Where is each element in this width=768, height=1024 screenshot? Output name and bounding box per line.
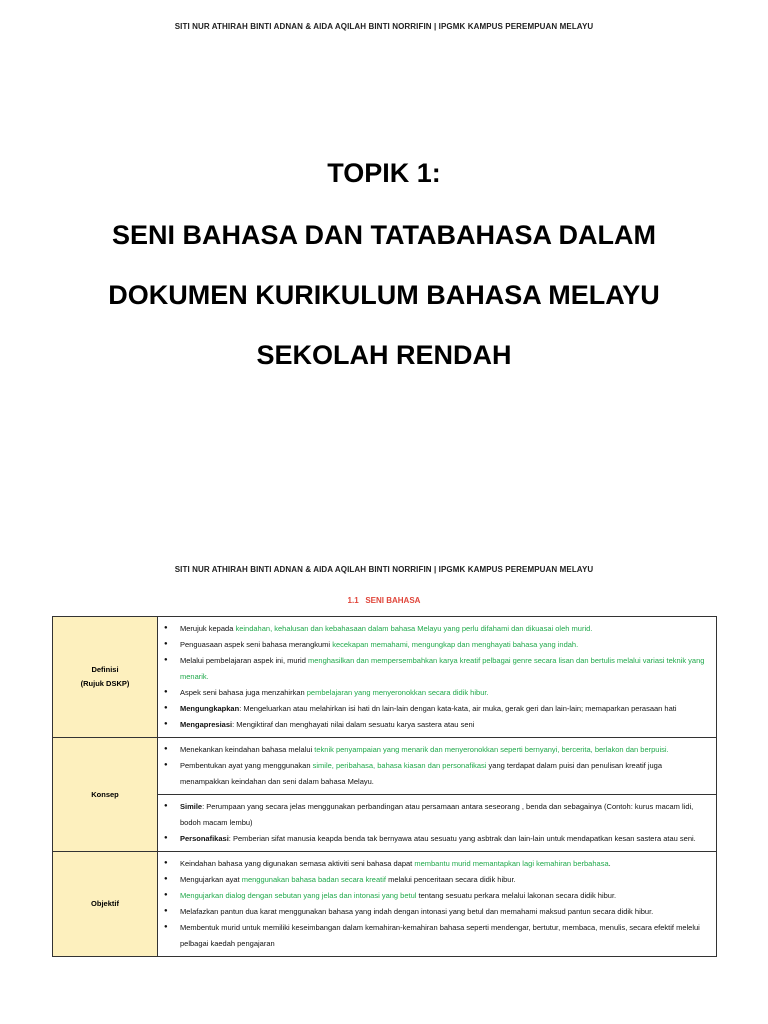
title-line-3: DOKUMEN KURIKULUM BAHASA MELAYU — [108, 280, 660, 310]
content-table — [52, 616, 717, 957]
label-definisi-ref: (Rujuk DSKP) — [80, 679, 130, 688]
bullet-item: ● Penguasaan aspek seni bahasa merangkumi kecekapan memahami, mengungkap dan menghayati bahasa yang indah. — [162, 637, 710, 653]
page-header-2: SITI NUR ATHIRAH BINTI ADNAN & AIDA AQILAH BINTI NORRIFIN | IPGMK KAMPUS PEREMPUAN MELAYU — [174, 565, 594, 574]
bullet-item: ● Keindahan bahasa yang digunakan semasa aktiviti seni bahasa dapat membantu murid memantapkan lagi kemahiran berbahasa. — [162, 856, 710, 872]
bullet-item: ● Membentuk murid untuk memiliki keseimbangan dalam kemahiran-kemahiran bahasa seperti mendengar, bertutur, membaca, menulis, secara efektif melelui pelbagai kaedah pengajaran — [162, 920, 710, 952]
title-line-2: SENI BAHASA DAN TATABAHASA DALAM — [112, 220, 656, 250]
bullet-item: ● Mengungkapkan: Mengeluarkan atau melahirkan isi hati dn lain-lain dengan kata-kata, air muka, gerak geri dan lain-lain; memaparkan perasaan hati — [162, 701, 710, 717]
label-konsep: Konsep — [53, 738, 158, 852]
title-line-4: SEKOLAH RENDAH — [256, 340, 512, 370]
title-line-1: TOPIK 1: — [327, 158, 441, 188]
bullet-item: ● Melafazkan pantun dua karat menggunakan bahasa yang indah dengan intonasi yang betul dan memahami maksud pantun secara didik hibur. — [162, 904, 710, 920]
bullet-item: ● Pembentukan ayat yang menggunakan simile, peribahasa, bahasa kiasan dan personafikasi yang terdapat dalam puisi dan penulisan kreatif juga menampakkan keindahan dan seni dalam bahasa Melayu. — [162, 758, 710, 790]
content-konsep-2 — [158, 795, 717, 852]
label-definisi — [53, 617, 158, 738]
bullet-item: ● Mengapresiasi: Mengiktiraf dan menghayati nilai dalam sesuatu karya sastera atau seni — [162, 717, 710, 733]
label-definisi-text: Definisi — [91, 665, 119, 674]
section-number: 1.1 — [347, 596, 359, 605]
row-objektif — [53, 852, 717, 957]
row-definisi — [53, 617, 717, 738]
section-name: SENI BAHASA — [365, 596, 421, 605]
bullet-item: ● Merujuk kepada keindahan, kehalusan dan kebahasaan dalam bahasa Melayu yang perlu difahami dan dikuasai oleh murid. — [162, 621, 710, 637]
bullet-item: ● Melalui pembelajaran aspek ini, murid menghasilkan dan mempersembahkan karya kreatif pelbagai genre secara lisan dan bertulis melalui variasi teknik yang menarik. — [162, 653, 710, 685]
bullet-item: ● Personafikasi: Pemberian sifat manusia keapda benda tak bernyawa atau sesuatu yang asbtrak dan lain-lain untuk mendapatkan kesan sastera atau seni. — [162, 831, 710, 847]
content-konsep-1 — [158, 738, 717, 795]
row-konsep-1 — [53, 738, 717, 795]
content-objektif — [158, 852, 717, 957]
bullet-item: ● Simile: Perumpaan yang secara jelas menggunakan perbandingan atau persamaan antara seseorang , benda dan sebagainya (Contoh: kurus macam lidi, bodoh macam lembu) — [162, 799, 710, 831]
bullet-item: ● Mengujarkan ayat menggunakan bahasa badan secara kreatif melalui penceritaan secara didik hibur. — [162, 872, 710, 888]
section-title — [0, 596, 768, 605]
label-objektif: Objektif — [53, 852, 158, 957]
bullet-item: ● Mengujarkan dialog dengan sebutan yang jelas dan intonasi yang betul tentang sesuatu perkara melalui lakonan secara didik hibur. — [162, 888, 710, 904]
bullet-item: ● Aspek seni bahasa juga menzahirkan pembelajaran yang menyeronokkan secara didik hibur. — [162, 685, 710, 701]
content-definisi — [158, 617, 717, 738]
bullet-item: ● Menekankan keindahan bahasa melalui teknik penyampaian yang menarik dan menyeronokkan seperti bernyanyi, bercerita, berlakon dan berpuisi. — [162, 742, 710, 758]
page-header: SITI NUR ATHIRAH BINTI ADNAN & AIDA AQILAH BINTI NORRIFIN | IPGMK KAMPUS PEREMPUAN MELAYU — [174, 22, 594, 31]
